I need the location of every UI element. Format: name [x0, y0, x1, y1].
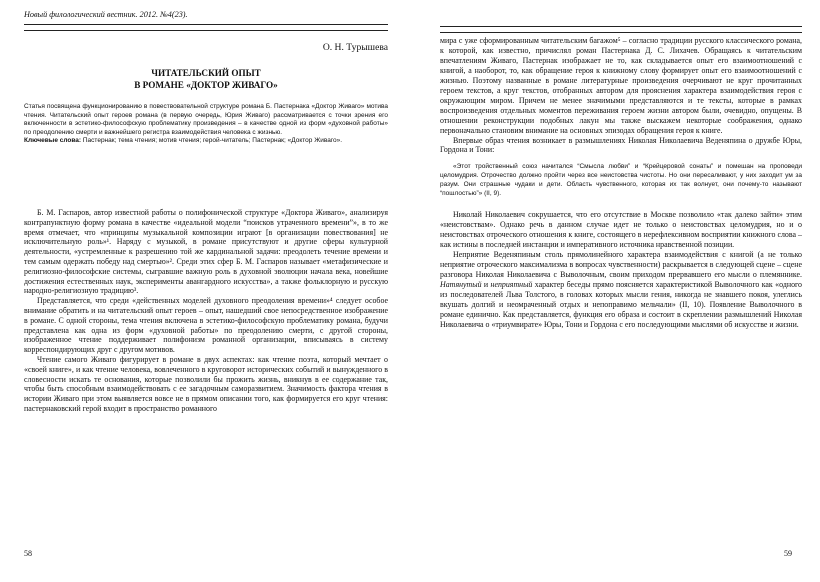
article-author: О. Н. Турышева — [322, 42, 388, 53]
paragraph: Представляется, что среди «действенных моделей духовного преодоления времени»⁴ следует особое внимание обратить и на читательский опыт героев – опыт, нашедший свое непосредственное изображение в романе. С одной стороны, тема чтения включена в эстетико-философскую проблематику романа, будучи представлена как одна из форм «духовной работы» по преодолению смерти, с другой стороны, изображенное чтение поддерживает полифонизм романной организации, вписываясь в систему корреспондирующих друг с другом мотивов. — [24, 296, 388, 355]
abstract-text: Статья посвящена функционированию в повествовательной структуре романа Б. Пастернака «Доктор Живаго» мотива чтения. Читательский опыт героев романа (в первую очередь, Юрия Живаго) рассматривается с точки зрения его включенности в эстетико-философскую проблематику произведения – в качестве одной из форм «духовной работы» по преодолению смерти и важнейшего регистра взаимодействия человека с жизнью. — [24, 103, 388, 136]
header-rule — [24, 24, 388, 31]
paragraph: Б. М. Гаспаров, автор известной работы о полифонической структуре «Доктора Живаго», анализируя контрапунктную форму романа в качестве «идеальной модели “поисков утраченного времени”», в то же время отмечает, что «принципы музыкальной композиции играют [в организации повествования] не исключительную роль»¹. Наряду с музыкой, в романе присутствуют и другие сферы культурной деятельности, «устремленные к разрешению той же кардинальной задачи: преодолеть течение времени и тем самым одержать победу над смертью»². Среди этих сфер Б. М. Гаспаров называет «метафизические и религиозно-философские системы, сыгравшие важную роль в духовной эволюции начала века, новейшие достижения естественных наук, эксперименты авангардного искусства», а также фольклорную и русскую народно-религиозную традицию³. — [24, 208, 388, 296]
abstract — [24, 103, 388, 146]
text-run: и — [481, 279, 491, 289]
quote-text: «Этот тройственный союз начитался “Смысла любви” и “Крейцеровой сонаты” и помешан на проповеди целомудрия. Отрочество должно пройти через все неистовства чистоты. Но они пересаливают, у них заходит ум за разум. Они страшные чудаки и дети. Область чувственного, которая их так волнует, они почему-то называют “пошлостью”» (II, 9). — [440, 163, 802, 197]
paragraph: Чтение самого Живаго фигурирует в романе в двух аспектах: как чтение поэта, который мечтает о «своей книге», и как чтение человека, вовлеченного в круговорот исторических событий и вынужденного в словесности искать те основания, которые позволили бы прожить жизнь, вникнув в ее содержание так, чтобы быть способным взаимодействовать с ее загадочным саморазвитием. Значимость фактора чтения в истории Живаго при этом выявляется вовсе не в прямом описании того, как формируется его круг чтения: пастернаковский герой входит в пространство романного — [24, 354, 388, 413]
paragraph — [440, 250, 802, 330]
right-body-text — [440, 36, 802, 330]
article-title — [24, 68, 388, 91]
title-line-1: ЧИТАТЕЛЬСКИЙ ОПЫТ — [151, 68, 261, 78]
right-page — [410, 0, 820, 582]
block-quote — [440, 163, 802, 198]
running-head: Новый филологический вестник. 2012. №4(23). — [24, 10, 188, 19]
keywords-label: Ключевые слова: — [24, 137, 82, 145]
left-body-text — [24, 208, 388, 414]
paragraph: Николай Николаевич сокрушается, что его отсутствие в Москве позволило «так далеко зайти» этим «неистовствам». Однако речь в данном случае идет не только о неистовствах целомудрия, но и о неистовствах отроческого отношения к книге, состоящего в нерефлексивном восприятии книжного слова – как истины в последней инстанции и императивного источника нравственной позиции. — [440, 210, 802, 250]
page-number-right: 59 — [784, 549, 792, 558]
text-run: Неприятие Веденяпиным столь прямолинейного характера взаимодействия с книгой (а не только неприятие отроческого максимализма в вопросах чувственности) раскрывается в следующей сцене – сцене разговора Николая Николаевича с Выволочным, своим приходом прервавшего его мысли о племяннике. — [440, 250, 802, 279]
text-run: характер беседы прямо поясняется характеристикой Выволочного как «одного из последователей Льва Толстого, в головах которых мысли гения, никогда не знавшего покоя, улеглись вкушать долгий и неомраченный отдых и непоправимо мельчали» (II, 10). Появление Выволочного в романе единично. Как представляется, функция его образа и состоит в скреплении размышлений Николая Николаевича о «триумвирате» Юры, Тони и Гордона с его последующими мыслями об искусстве и жизни. — [440, 279, 802, 329]
paragraph: Впервые образ чтения возникает в размышлениях Николая Николаевича Веденяпина о дружбе Юры, Гордона и Тони: — [440, 135, 802, 155]
paragraph: мира с уже сформированным читательским багажом⁵ – согласно традиции русского классического романа, к которой, как известно, причислял роман Пастернака Д. С. Лихачев. Обращаясь к читательским впечатлениям Живаго, Пастернак изображает не то, как складывается опыт его взаимоотношений с книгой, а наоборот, то, как обращение героя к книжному слову формирует опыт его взаимоотношений с жизнью. Поэтому названные в романе литературные произведения очерчивают не круг прочитанных героем текстов, а круг текстов, отобранных автором для прояснения характера взаимодействия героя с окружающим миром. Причем не менее значимыми представляются и те тексты, которые в рамках воспроизведения отдельных моментов переживания героем жизни автором были, очевидно, опущены. В отношении реконструкции подобных лакун мы также выскажем некоторые соображения, однако первоначально становим внимание на основных эпизодах обращения героя к книге. — [440, 36, 802, 135]
italic-text: неприятный — [490, 279, 533, 289]
page-number-left: 58 — [24, 549, 32, 558]
keywords — [24, 137, 388, 146]
title-line-2: В РОМАНЕ «ДОКТОР ЖИВАГО» — [134, 79, 278, 90]
keywords-list: Пастернак; тема чтения; мотив чтения; герой-читатель; Пастернак; «Доктор Живаго». — [81, 137, 343, 145]
header-rule — [440, 26, 802, 33]
italic-text: Натянутый — [440, 279, 482, 289]
